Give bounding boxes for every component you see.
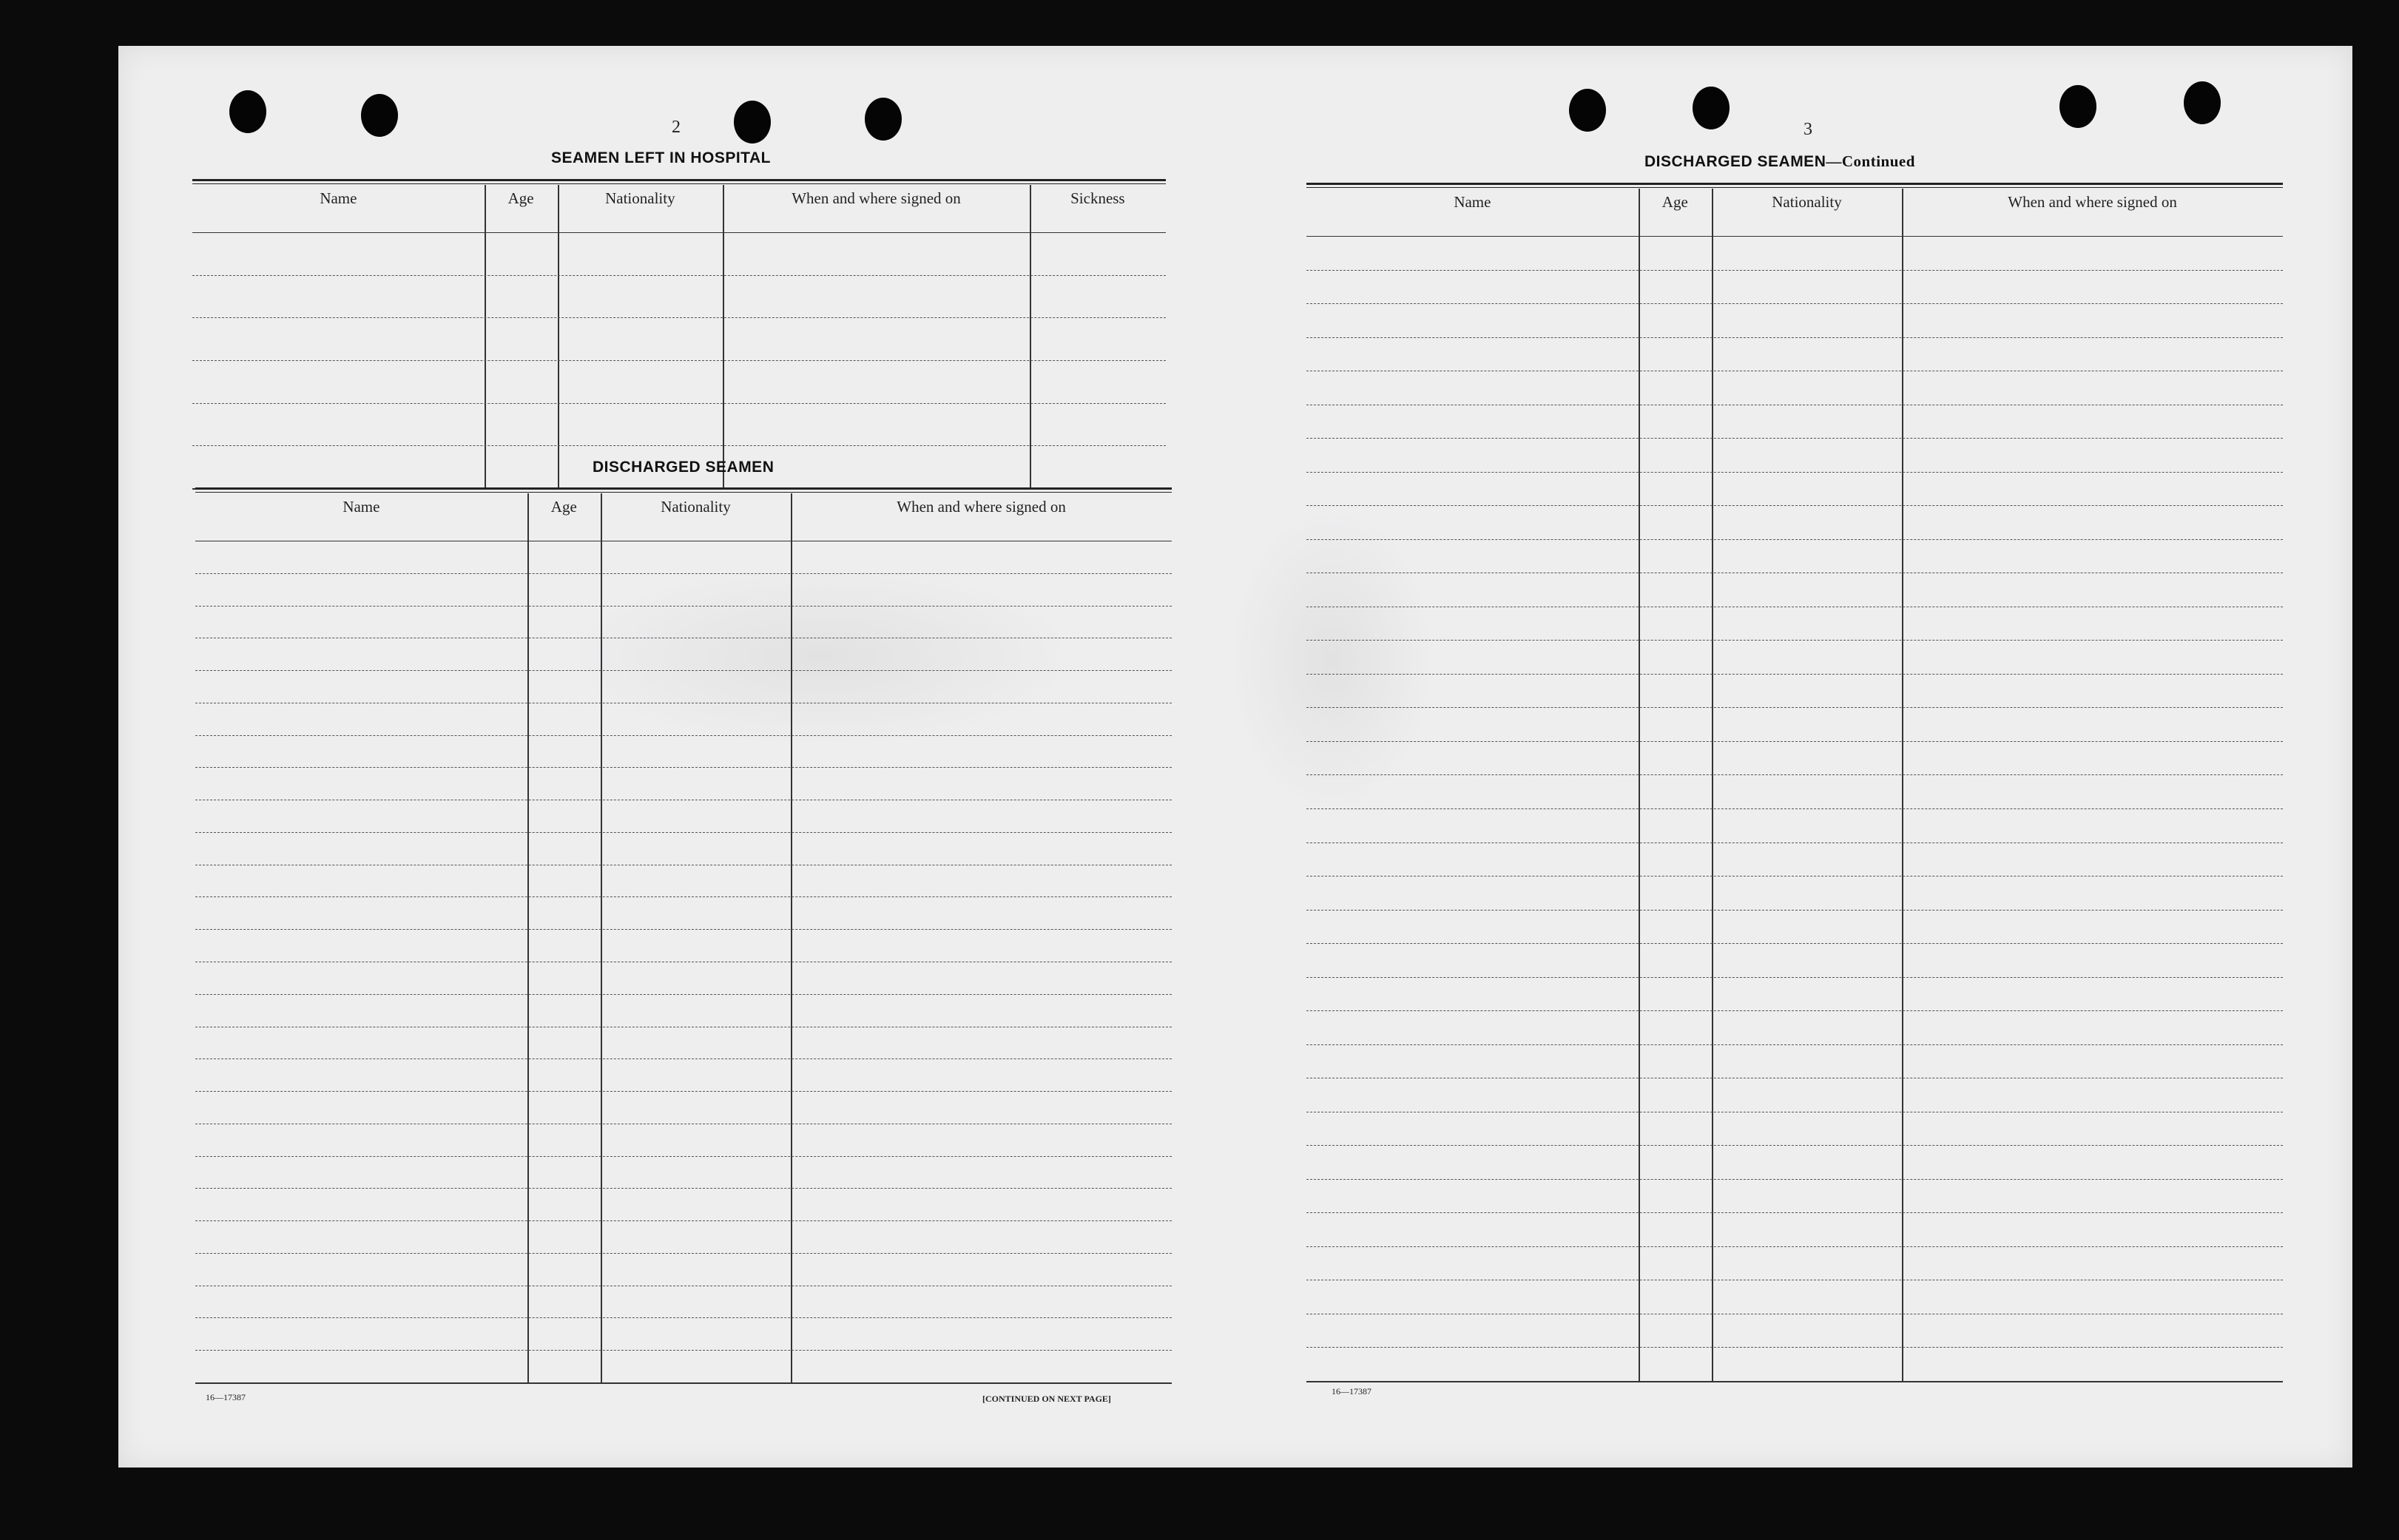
discharged-continued-table — [1306, 183, 2283, 1381]
column-header: When and where signed on — [2008, 193, 2177, 211]
table-bottom-rule — [195, 1382, 1172, 1384]
table-row — [1306, 943, 2283, 944]
column-divider — [527, 493, 529, 1382]
table-row — [195, 767, 1172, 768]
column-header: Nationality — [661, 498, 731, 516]
column-divider — [485, 185, 486, 488]
column-header: Age — [507, 189, 534, 207]
page-number-left: 2 — [672, 118, 681, 137]
table-row — [195, 670, 1172, 671]
table-row — [1306, 1212, 2283, 1213]
punch-hole — [1693, 87, 1730, 129]
discharged-continued-title — [1644, 152, 1915, 171]
table-row — [1306, 472, 2283, 473]
table-row — [1306, 808, 2283, 809]
punch-hole — [734, 101, 771, 143]
table-row — [1306, 303, 2283, 304]
column-header: Name — [343, 498, 380, 516]
table-bottom-rule — [1306, 1381, 2283, 1382]
table-row — [192, 360, 1166, 361]
column-header: Age — [550, 498, 577, 516]
table-row — [195, 896, 1172, 897]
table-row — [195, 1317, 1172, 1318]
table-row — [195, 606, 1172, 607]
table-row — [1306, 539, 2283, 540]
column-header: Nationality — [605, 189, 675, 207]
table-row — [1306, 910, 2283, 911]
discharged-section-title: DISCHARGED SEAMEN — [593, 459, 775, 476]
hospital-section-title: SEAMEN LEFT IN HOSPITAL — [551, 149, 771, 166]
column-divider — [601, 493, 602, 1382]
column-divider — [1030, 185, 1031, 488]
document-sheet — [118, 46, 2352, 1468]
table-row — [195, 832, 1172, 833]
punch-hole — [2059, 85, 2096, 128]
table-row — [192, 317, 1166, 318]
column-divider — [791, 493, 792, 1382]
table-row — [192, 403, 1166, 404]
column-divider — [1712, 189, 1713, 1381]
table-top-rule — [1306, 183, 2283, 188]
table-row — [195, 994, 1172, 995]
table-row — [1306, 1179, 2283, 1180]
table-row — [195, 573, 1172, 574]
punch-hole — [2184, 81, 2221, 124]
column-divider — [1639, 189, 1640, 1381]
table-row — [1306, 674, 2283, 675]
table-row — [195, 929, 1172, 930]
column-header: Name — [320, 189, 357, 207]
form-number-right: 16—17387 — [1332, 1386, 1371, 1397]
column-header: Age — [1661, 193, 1688, 211]
table-row — [192, 275, 1166, 276]
column-header: When and where signed on — [897, 498, 1066, 516]
header-rule — [192, 232, 1166, 233]
table-row — [1306, 977, 2283, 978]
table-row — [1306, 774, 2283, 775]
table-row — [1306, 270, 2283, 271]
table-row — [1306, 438, 2283, 439]
column-divider — [1902, 189, 1903, 1381]
column-header: Name — [1454, 193, 1491, 211]
table-row — [1306, 337, 2283, 338]
discharged-continued-title-main: DISCHARGED SEAMEN — [1644, 153, 1826, 170]
table-top-rule — [192, 179, 1166, 184]
continued-suffix: —Continued — [1826, 152, 1915, 170]
column-divider — [723, 185, 724, 488]
table-row — [192, 445, 1166, 446]
page-number-right: 3 — [1804, 120, 1812, 139]
header-rule — [1306, 236, 2283, 237]
table-row — [1306, 640, 2283, 641]
table-top-rule — [195, 487, 1172, 493]
column-divider — [558, 185, 559, 488]
table-row — [195, 1091, 1172, 1092]
table-row — [1306, 1010, 2283, 1011]
table-row — [195, 1220, 1172, 1221]
table-row — [1306, 1145, 2283, 1146]
punch-hole — [229, 90, 266, 133]
column-header: When and where signed on — [792, 189, 961, 207]
table-row — [195, 735, 1172, 736]
discharged-table — [195, 487, 1172, 1382]
table-row — [195, 1350, 1172, 1351]
form-number-left: 16—17387 — [206, 1392, 246, 1402]
continued-note: [CONTINUED ON NEXT PAGE] — [982, 1394, 1111, 1404]
table-row — [1306, 1347, 2283, 1348]
table-row — [195, 1253, 1172, 1254]
table-row — [1306, 707, 2283, 708]
column-header: Sickness — [1070, 189, 1125, 207]
table-row — [195, 1188, 1172, 1189]
table-row — [1306, 741, 2283, 742]
punch-hole — [1569, 89, 1606, 132]
table-row — [1306, 505, 2283, 506]
table-row — [195, 1058, 1172, 1059]
table-row — [1306, 876, 2283, 877]
hospital-table — [192, 179, 1166, 488]
table-row — [1306, 842, 2283, 843]
column-header: Nationality — [1772, 193, 1842, 211]
punch-hole — [361, 94, 398, 137]
table-row — [195, 1156, 1172, 1157]
table-row — [1306, 1044, 2283, 1045]
punch-hole — [865, 98, 902, 141]
table-row — [1306, 1246, 2283, 1247]
